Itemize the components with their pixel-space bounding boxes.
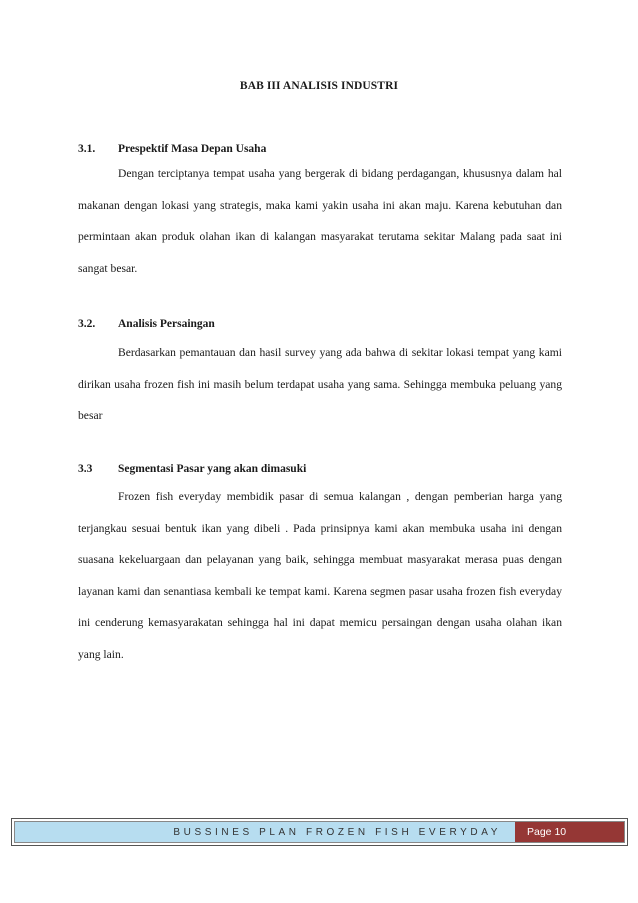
section-paragraph-3-2 bbox=[78, 337, 562, 432]
section-heading-3-3 bbox=[78, 463, 306, 475]
paragraph-text: Frozen fish everyday membidik pasar di semua kalangan , dengan pemberian harga yang terjangkau sesuai bentuk ikan yang dibeli . Pada prinsipnya kami akan membuka usaha ini dengan suasana kekeluargaan dan pelayanan yang baik, sehingga membuat masyarakat merasa puas dengan layanan kami dan senantiasa kembali ke tempat kami. Karena segmen pasar usaha frozen fish everyday ini cenderung kemasyarakatan sehingga hal ini dapat memicu persaingan dengan usaha olahan ikan yang lain. bbox=[78, 490, 562, 661]
section-paragraph-3-3 bbox=[78, 481, 562, 670]
section-title: Analisis Persaingan bbox=[118, 318, 215, 330]
section-heading-3-1 bbox=[78, 143, 266, 155]
section-paragraph-3-1 bbox=[78, 158, 562, 284]
footer-document-label: BUSSINES PLAN FROZEN FISH EVERYDAY bbox=[15, 822, 515, 842]
page-footer bbox=[11, 818, 628, 846]
footer-page-number: Page 10 bbox=[515, 822, 624, 842]
section-title: Segmentasi Pasar yang akan dimasuki bbox=[118, 463, 307, 475]
section-number: 3.3 bbox=[78, 463, 93, 475]
paragraph-text: Dengan terciptanya tempat usaha yang bergerak di bidang perdagangan, khususnya dalam hal makanan dengan lokasi yang strategis, maka kami yakin usaha ini akan maju. Karena kebutuhan dan permintaan akan produk olahan ikan di kalangan masyarakat terutama sekitar Malang pada saat ini sangat besar. bbox=[78, 167, 562, 275]
section-number: 3.1. bbox=[78, 143, 96, 155]
footer-bar bbox=[14, 821, 625, 843]
section-number: 3.2. bbox=[78, 318, 96, 330]
chapter-title: BAB III ANALISIS INDUSTRI bbox=[239, 80, 399, 92]
section-title: Prespektif Masa Depan Usaha bbox=[118, 143, 267, 155]
paragraph-text: Berdasarkan pemantauan dan hasil survey yang ada bahwa di sekitar lokasi tempat yang kami dirikan usaha frozen fish ini masih belum terdapat usaha yang sama. Sehingga membuka peluang yang besar bbox=[78, 346, 562, 422]
section-heading-3-2 bbox=[78, 318, 215, 330]
